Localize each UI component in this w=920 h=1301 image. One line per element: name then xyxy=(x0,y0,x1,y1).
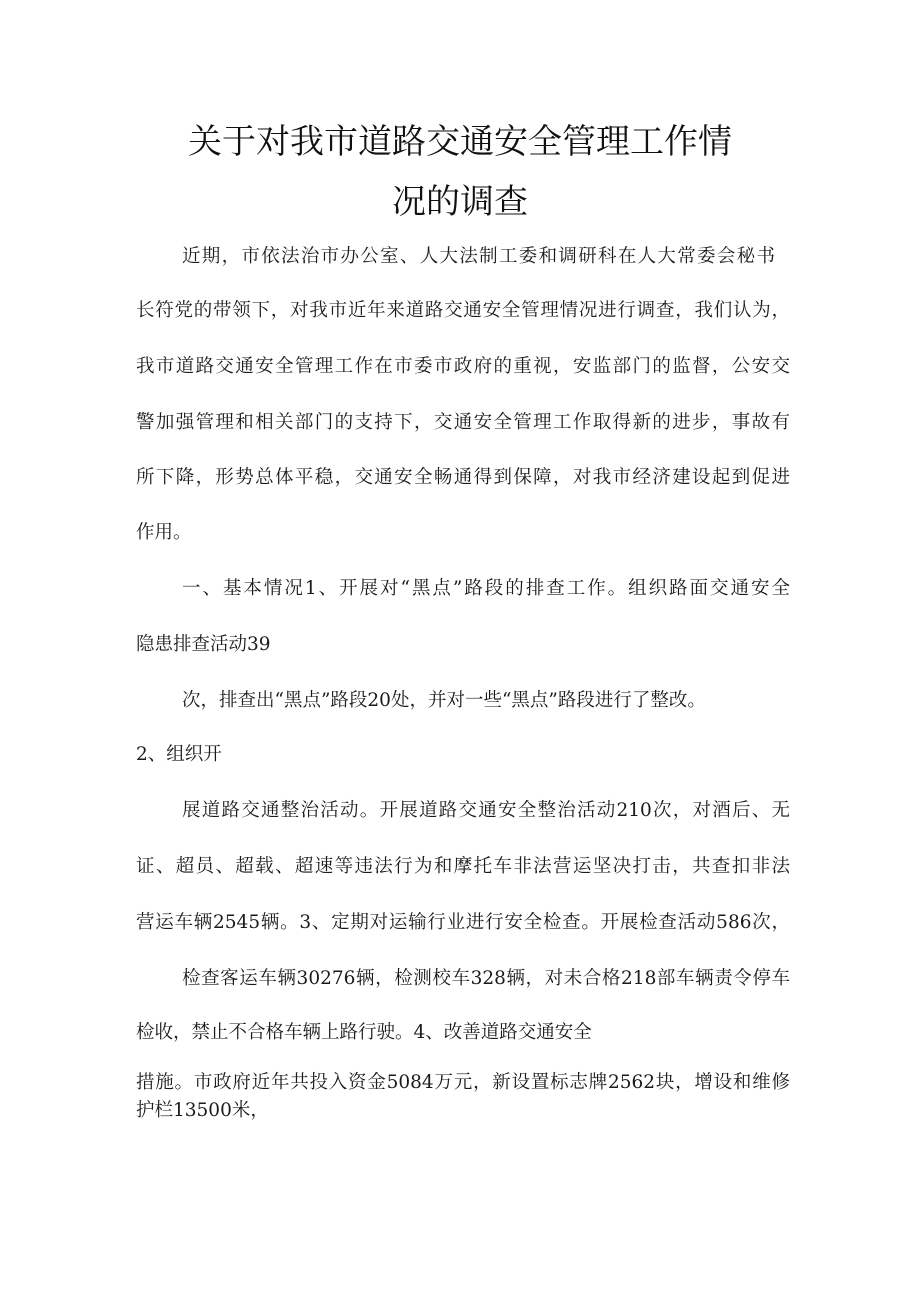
body-line-11: 展道路交通整治活动。开展道路交通安全整治活动210次，对酒后、无 xyxy=(182,800,790,821)
body-line-2: 长符党的带领下，对我市近年来道路交通安全管理情况进行调查，我们认为， xyxy=(136,300,790,321)
body-line-5: 所下降，形势总体平稳，交通安全畅通得到保障，对我市经济建设起到促进 xyxy=(136,467,790,488)
body-line-16: 措施。市政府近年共投入资金5084万元，新设置标志牌2562块，增设和维修 xyxy=(136,1072,790,1093)
body-line-10: 2、组织开 xyxy=(136,744,222,765)
body-line-4: 警加强管理和相关部门的支持下，交通安全管理工作取得新的进步，事故有 xyxy=(136,412,790,433)
body-line-9: 次，排查出“黑点”路段20处，并对一些“黑点”路段进行了整改。 xyxy=(182,690,706,711)
body-line-14: 检查客运车辆30276辆，检测校车328辆，对未合格218部车辆责令停车 xyxy=(182,968,790,989)
body-line-3: 我市道路交通安全管理工作在市委市政府的重视，安监部门的监督，公安交 xyxy=(136,356,790,377)
body-line-7: 一、基本情况1、开展对“黑点”路段的排查工作。组织路面交通安全 xyxy=(182,578,790,599)
body-line-1: 近期，市依法治市办公室、人大法制工委和调研科在人大常委会秘书 xyxy=(182,246,775,267)
body-line-12: 证、超员、超载、超速等违法行为和摩托车非法营运坚决打击，共查扣非法 xyxy=(136,856,790,877)
body-line-17: 护栏13500米， xyxy=(136,1100,269,1121)
body-line-15: 检收，禁止不合格车辆上路行驶。4、改善道路交通安全 xyxy=(136,1022,592,1043)
body-line-6: 作用。 xyxy=(136,522,192,543)
body-line-8: 隐患排查活动39 xyxy=(136,634,271,655)
document-title-line-1: 关于对我市道路交通安全管理工作情 xyxy=(188,122,732,162)
document-title-line-2: 况的调查 xyxy=(392,182,528,222)
body-line-13: 营运车辆2545辆。3、定期对运输行业进行安全检查。开展检查活动586次， xyxy=(136,912,790,933)
